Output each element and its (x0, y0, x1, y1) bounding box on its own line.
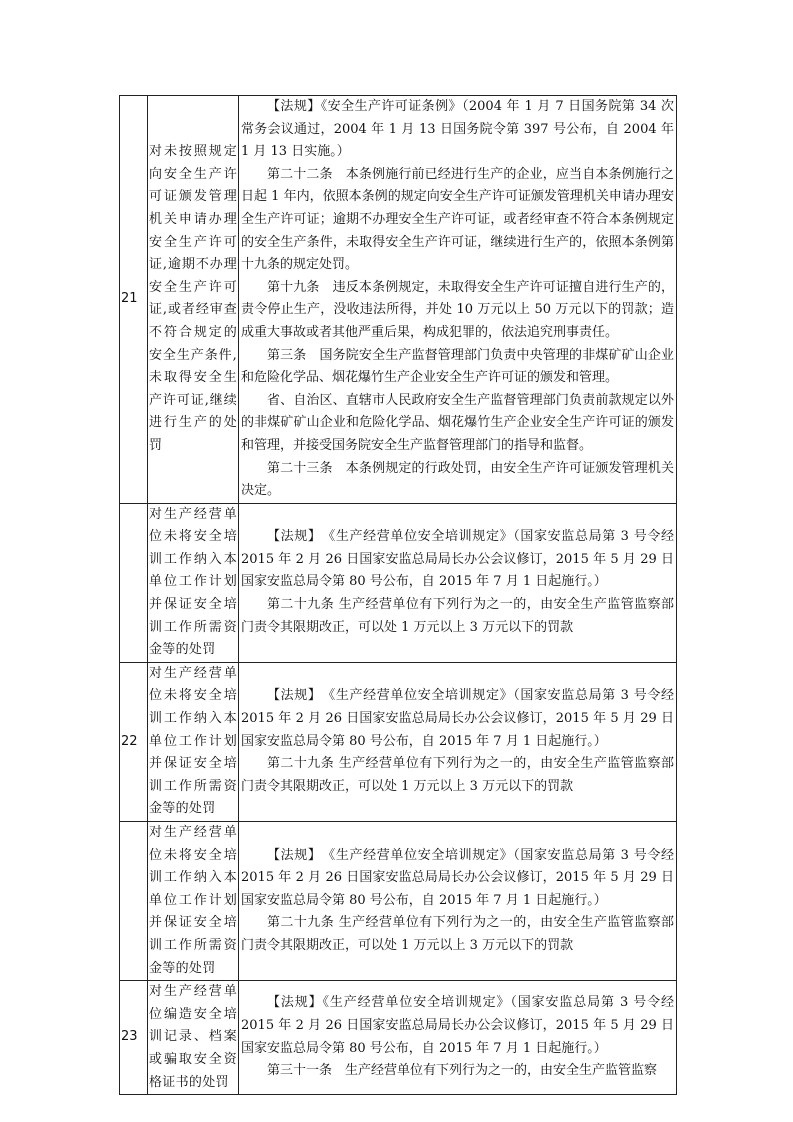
basis-paragraph: 第二十三条 本条例规定的行政处罚，由安全生产许可证颁发管理机关决定。 (241, 460, 674, 499)
item-name: 对生产经营单位未将安全培训工作纳入本单位工作计划并保证安全培训工作所需资金等的处罚 (148, 822, 239, 981)
legal-basis (239, 662, 677, 821)
basis-paragraph: 第二十九条 生产经营单位有下列行为之一的，由安全生产监管监察部门责令其限期改正，可以处 1 万元以上 3 万元以下的罚款 (241, 915, 674, 953)
basis-paragraph: 省、自治区、直辖市人民政府安全生产监督管理部门负责前款规定以外的非煤矿矿山企业和危险化学品、烟花爆竹生产企业安全生产许可证的颁发和管理，并接受国务院安全生产监督管理部门的指导和监督。 (241, 392, 674, 453)
basis-paragraph: 第十九条 违反本条例规定，未取得安全生产许可证擅自进行生产的，责令停止生产，没收违法所得，并处 10 万元以上 50 万元以下的罚款；造成重大事故或者其他严重后果，构成犯罪的，依法追究刑事责任。 (241, 279, 674, 340)
legal-basis (239, 503, 677, 662)
table-row (120, 96, 677, 504)
row-number: 21 (120, 96, 148, 504)
item-name: 对生产经营单位编造安全培训记录、档案或骗取安全资格证书的处罚 (148, 981, 239, 1095)
table-row (120, 662, 677, 821)
basis-paragraph: 第二十九条 生产经营单位有下列行为之一的，由安全生产监管监察部门责令其限期改正，可以处 1 万元以上 3 万元以下的罚款 (241, 597, 674, 635)
legal-basis (239, 981, 677, 1095)
basis-paragraph: 第三十一条 生产经营单位有下列行为之一的，由安全生产监管监察 (267, 1063, 658, 1079)
legal-basis (239, 96, 677, 504)
legal-basis (239, 822, 677, 981)
item-name: 对生产经营单位未将安全培训工作纳入本单位工作计划并保证安全培训工作所需资金等的处罚 (148, 503, 239, 662)
row-number: 23 (120, 981, 148, 1095)
table-row (120, 822, 677, 981)
basis-paragraph: 第二十二条 本条例施行前已经进行生产的企业，应当自本条例施行之日起 1 年内，依照本条例的规定向安全生产许可证颁发管理机关申请办理安全生产许可证；逾期不办理安全生产许可证，或者经审查不符合本条例规定的安全生产条件，未取得安全生产许可证，继续进行生产的，依照本条例第十九条的规定处罚。 (241, 166, 674, 273)
item-name: 对生产经营单位未将安全培训工作纳入本单位工作计划并保证安全培训工作所需资金等的处罚 (148, 662, 239, 821)
basis-paragraph: 第三条 国务院安全生产监督管理部门负责中央管理的非煤矿矿山企业和危险化学品、烟花爆竹生产企业安全生产许可证的颁发和管理。 (241, 347, 674, 386)
item-name: 对未按照规定向安全生产许可证颁发管理机关申请办理安全生产许可证,逾期不办理安全生产许可证,或者经审查不符合规定的安全生产条件,未取得安全生产许可证,继续进行生产的处罚 (148, 96, 239, 504)
row-number (120, 503, 148, 662)
law-table (119, 95, 677, 1095)
basis-paragraph: 【法规】 《生产经营单位安全培训规定》（国家安监总局第 3 号令经 2015 年 2 月 26 日国家安监总局局长办公会议修订，2015 年 5 月 29 日国家安监总局令第 80 号公布，自 2015 年 7 月 1 日起施行。） (241, 688, 674, 749)
row-number (120, 822, 148, 981)
basis-paragraph: 【法规】《生产经营单位安全培训规定》（国家安监总局第 3 号令经 2015 年 2 月 26 日国家安监总局局长办公会议修订，2015 年 5 月 29 日国家安监总局令第 80 号公布，自 2015 年 7 月 1 日起施行。） (241, 995, 674, 1056)
table-row (120, 981, 677, 1095)
table-row (120, 503, 677, 662)
basis-paragraph: 【法规】《安全生产许可证条例》（2004 年 1 月 7 日国务院第 34 次常务会议通过，2004 年 1 月 13 日国务院令第 397 号公布，自 2004 年 1 月 13 日实施。） (241, 99, 674, 160)
basis-paragraph: 【法规】 《生产经营单位安全培训规定》（国家安监总局第 3 号令经 2015 年 2 月 26 日国家安监总局局长办公会议修订，2015 年 5 月 29 日国家安监总局令第 80 号公布，自 2015 年 7 月 1 日起施行。） (241, 529, 674, 590)
basis-paragraph: 第二十九条 生产经营单位有下列行为之一的，由安全生产监管监察部门责令其限期改正，可以处 1 万元以上 3 万元以下的罚款 (241, 756, 674, 794)
row-number: 22 (120, 662, 148, 821)
basis-paragraph: 【法规】 《生产经营单位安全培训规定》（国家安监总局第 3 号令经 2015 年 2 月 26 日国家安监总局局长办公会议修订，2015 年 5 月 29 日国家安监总局令第 80 号公布，自 2015 年 7 月 1 日起施行。） (241, 847, 674, 908)
